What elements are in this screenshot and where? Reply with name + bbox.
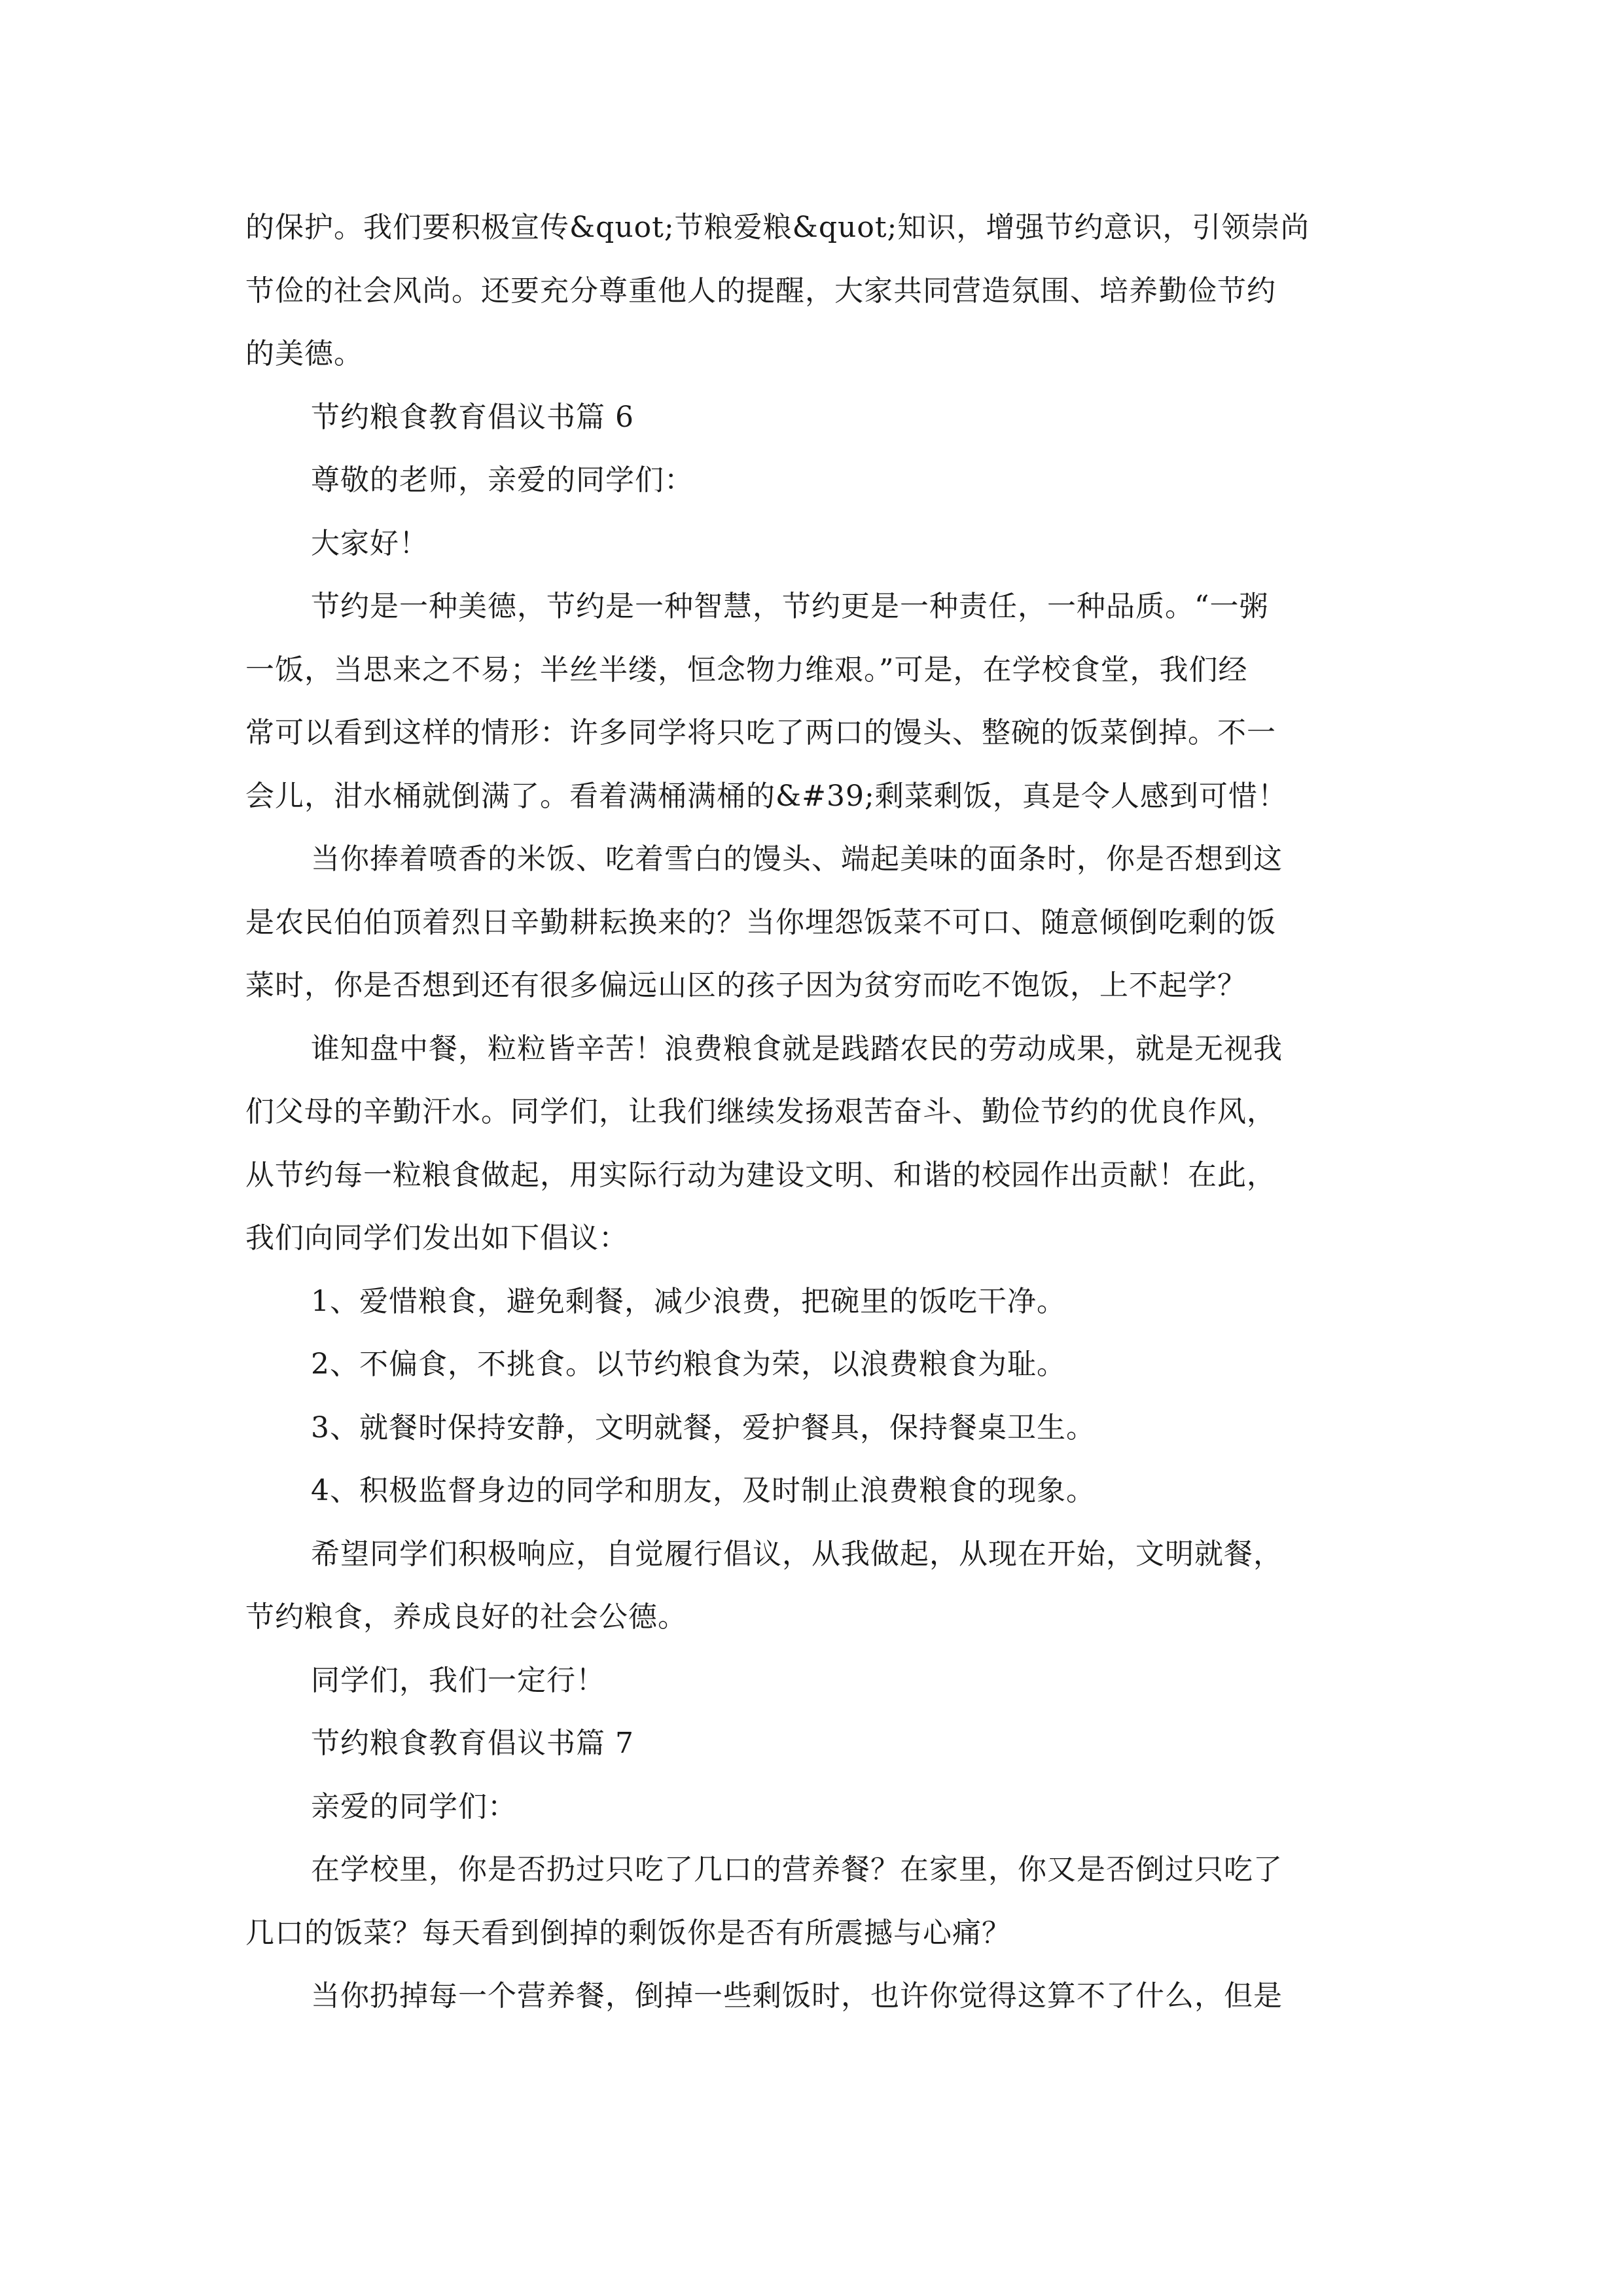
text-line: 菜时，你是否想到还有很多偏远山区的孩子因为贫穷而吃不饱饭，上不起学？ xyxy=(245,969,1247,1002)
text-line: 谁知盘中餐，粒粒皆辛苦！浪费粮食就是践踏农民的劳动成果，就是无视我 xyxy=(311,1031,1283,1066)
list-item: 3、就餐时保持安静，文明就餐，爱护餐具，保持餐桌卫生。 xyxy=(311,1410,1096,1444)
text-line: 节俭的社会风尚。还要充分尊重他人的提醒，大家共同营造氛围、培养勤俭节约 xyxy=(245,274,1276,308)
salutation: 尊敬的老师，亲爱的同学们： xyxy=(311,463,694,497)
greeting: 大家好！ xyxy=(311,526,429,560)
text-line: 希望同学们积极响应，自觉履行倡议，从我做起，从现在开始，文明就餐， xyxy=(311,1537,1283,1571)
text-line: 是农民伯伯顶着烈日辛勤耕耘换来的？当你埋怨饭菜不可口、随意倾倒吃剩的饭 xyxy=(245,905,1276,939)
text-line: 在学校里，你是否扔过只吃了几口的营养餐？在家里，你又是否倒过只吃了 xyxy=(311,1853,1283,1886)
list-item: 4、积极监督身边的同学和朋友，及时制止浪费粮食的现象。 xyxy=(311,1474,1096,1507)
text-line: 常可以看到这样的情形：许多同学将只吃了两口的馒头、整碗的饭菜倒掉。不一 xyxy=(245,716,1276,749)
section-heading: 节约粮食教育倡议书篇 7 xyxy=(311,1727,634,1760)
document-body xyxy=(245,196,1387,2028)
list-item: 2、不偏食，不挑食。以节约粮食为荣，以浪费粮食为耻。 xyxy=(311,1348,1066,1381)
text-line: 几口的饭菜？每天看到倒掉的剩饭你是否有所震撼与心痛？ xyxy=(245,1916,1011,1950)
text-line: 同学们，我们一定行！ xyxy=(311,1663,605,1697)
text-line: 节约粮食，养成良好的社会公德。 xyxy=(245,1600,687,1634)
text-line: 从节约每一粒粮食做起，用实际行动为建设文明、和谐的校园作出贡献！在此， xyxy=(245,1158,1276,1192)
text-line: 一饭，当思来之不易；半丝半缕，恒念物力维艰。”可是，在学校食堂，我们经 xyxy=(245,653,1248,687)
text-line: 会儿，泔水桶就倒满了。看着满桶满桶的&#39;剩菜剩饭，真是令人感到可惜！ xyxy=(245,779,1287,813)
text-line: 的保护。我们要积极宣传&quot;节粮爱粮&quot;知识，增强节约意识，引领崇尚 xyxy=(245,211,1310,244)
section-heading: 节约粮食教育倡议书篇 6 xyxy=(311,400,634,434)
text-line: 节约是一种美德，节约是一种智慧，节约更是一种责任，一种品质。“一粥 xyxy=(311,590,1269,623)
text-line: 们父母的辛勤汗水。同学们，让我们继续发扬艰苦奋斗、勤俭节约的优良作风， xyxy=(245,1095,1276,1128)
text-line: 的美德。 xyxy=(245,337,363,370)
list-item: 1、爱惜粮食，避免剩餐，减少浪费，把碗里的饭吃干净。 xyxy=(311,1284,1066,1318)
text-line: 我们向同学们发出如下倡议： xyxy=(245,1221,628,1255)
text-line: 当你扔掉每一个营养餐，倒掉一些剩饭时，也许你觉得这算不了什么，但是 xyxy=(311,1979,1283,2013)
salutation: 亲爱的同学们： xyxy=(311,1789,517,1823)
text-line: 当你捧着喷香的米饭、吃着雪白的馒头、端起美味的面条时，你是否想到这 xyxy=(311,842,1283,876)
